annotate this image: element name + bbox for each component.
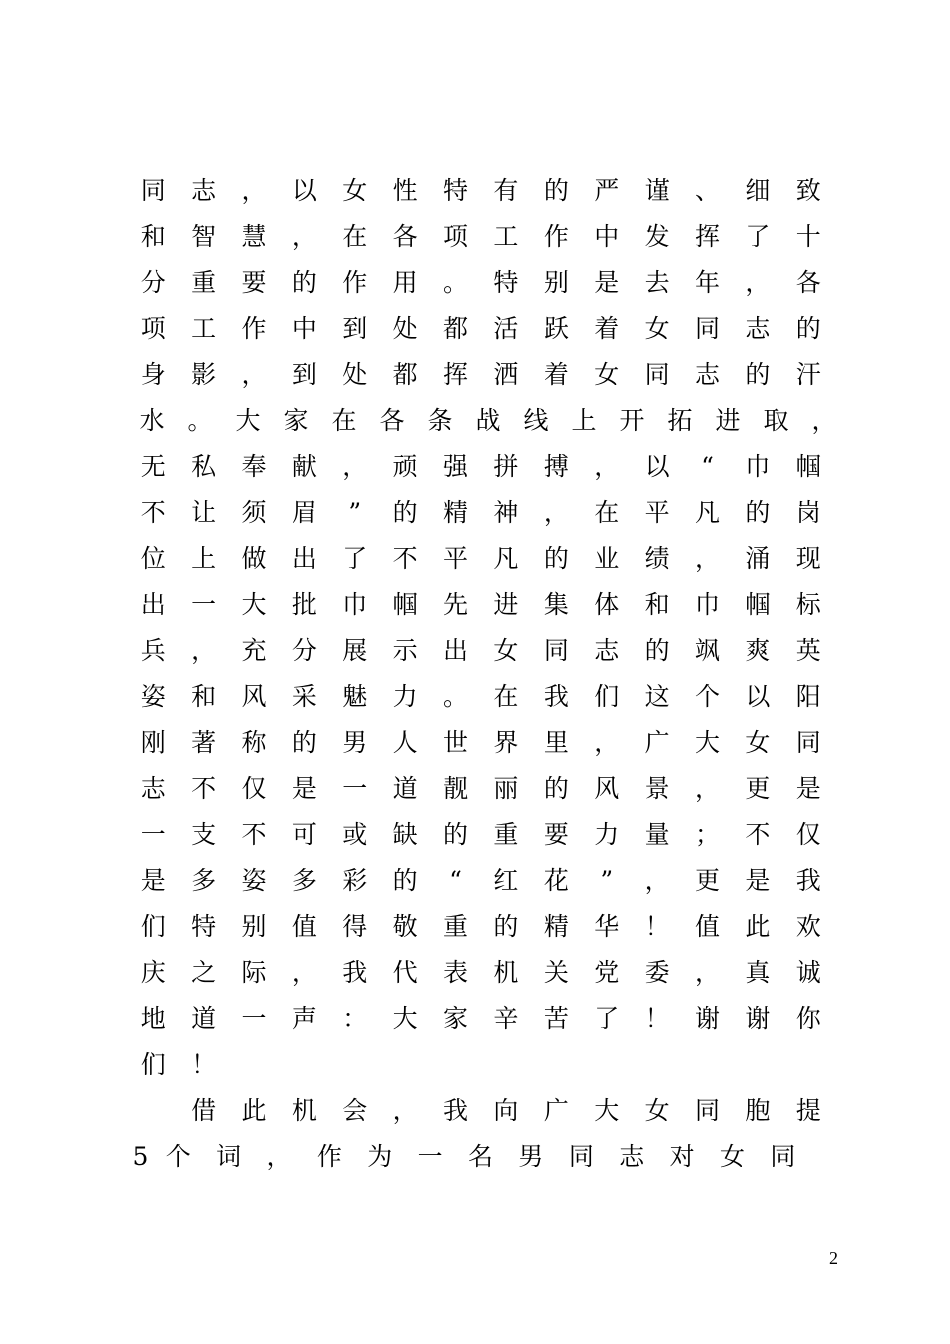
text-line: 兵 ， 充 分 展 示 出 女 同 志 的 飒 爽 英 (140, 636, 821, 665)
text-line: 水 。 大 家 在 各 条 战 线 上 开 拓 进 取 ， (139, 406, 837, 435)
text-line: 身 影 ， 到 处 都 挥 洒 着 女 同 志 的 汗 (140, 360, 821, 389)
text-line: 借 此 机 会 ， 我 向 广 大 女 同 胞 提 (191, 1096, 821, 1125)
text-line: 和 智 慧 ， 在 各 项 工 作 中 发 挥 了 十 (140, 222, 821, 251)
text-line: 地 道 一 声 ： 大 家 辛 苦 了 ！ 谢 谢 你 (140, 1004, 821, 1033)
text-line: 们 ！ (140, 1050, 217, 1079)
text-line: 是 多 姿 多 彩 的 “ 红 花 ” ， 更 是 我 (140, 866, 821, 895)
text-line: 位 上 做 出 了 不 平 凡 的 业 绩 ， 涌 现 (140, 544, 821, 573)
text-line: 刚 著 称 的 男 人 世 界 里 ， 广 大 女 同 (140, 728, 821, 757)
text-line: 分 重 要 的 作 用 。 特 别 是 去 年 ， 各 (140, 268, 821, 297)
text-line: 同 志 ， 以 女 性 特 有 的 严 谨 、 细 致 (140, 176, 821, 205)
text-line: 出 一 大 批 巾 帼 先 进 集 体 和 巾 帼 标 (140, 590, 821, 619)
text-line: 一 支 不 可 或 缺 的 重 要 力 量 ； 不 仅 (140, 820, 821, 849)
body-text (128, 168, 848, 1180)
text-line: 5 个 词 ， 作 为 一 名 男 同 志 对 女 同 (132, 1142, 796, 1171)
text-line: 们 特 别 值 得 敬 重 的 精 华 ！ 值 此 欢 (140, 912, 821, 941)
page-number: 2 (829, 1248, 838, 1268)
text-line: 不 让 须 眉 ” 的 精 神 ， 在 平 凡 的 岗 (140, 498, 821, 527)
text-line: 项 工 作 中 到 处 都 活 跃 着 女 同 志 的 (140, 314, 821, 343)
text-line: 志 不 仅 是 一 道 靓 丽 的 风 景 ， 更 是 (140, 774, 821, 803)
text-line: 庆 之 际 ， 我 代 表 机 关 党 委 ， 真 诚 (140, 958, 821, 987)
text-line: 姿 和 风 采 魅 力 。 在 我 们 这 个 以 阳 (140, 682, 821, 711)
text-line: 无 私 奉 献 ， 顽 强 拼 搏 ， 以 “ 巾 帼 (140, 452, 821, 481)
